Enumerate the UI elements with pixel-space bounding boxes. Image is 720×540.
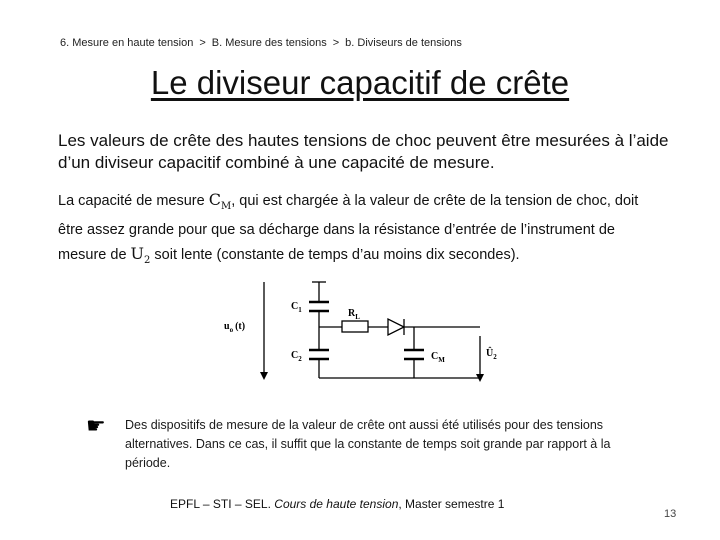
paragraph-part-3: soit lente (constante de temps d’au moins dix secondes).	[150, 247, 520, 264]
u0-label: $u_o$ (t)	[224, 321, 246, 334]
slide-title: Le diviseur capacitif de crête	[150, 64, 570, 101]
note-text: Des dispositifs de mesure de la valeur de crête ont aussi été utilisés pour des tensions alternatives. Dans ce cas, il suffit que la constante de temps soit grande par rapport à la période.	[125, 418, 611, 470]
c1-label: $C_1$	[291, 301, 302, 314]
rl-label: $R_L$	[348, 308, 360, 321]
cm-label: $C_M$	[431, 351, 445, 364]
footer-org: EPFL – STI – SEL.	[170, 497, 271, 511]
output-label: $Û_2$	[486, 348, 497, 361]
page-number: 13	[664, 508, 677, 520]
paragraph-part-1: La capacité de mesure	[58, 193, 209, 209]
breadcrumb-separator: >	[332, 37, 340, 49]
footer-rest: , Master semestre 1	[398, 497, 505, 511]
u2-symbol: $U_2$	[130, 244, 151, 267]
breadcrumb-level-3[interactable]: b. Diviseurs de tensions	[345, 37, 462, 49]
footer-course: Cours de haute tension	[274, 497, 399, 511]
breadcrumb-level-1[interactable]: 6. Mesure en haute tension	[60, 37, 194, 49]
diode-triangle	[388, 319, 404, 335]
breadcrumb-separator: >	[199, 37, 206, 49]
pointing-hand-icon: ☛	[86, 414, 106, 439]
body-paragraph	[58, 188, 658, 273]
footer	[170, 497, 504, 511]
c2-label: $C_2$	[291, 350, 302, 363]
cm-symbol: $C_M$	[208, 190, 232, 213]
resistor-rl	[342, 321, 368, 332]
paragraph-part-2: , qui est chargée à la valeur de crête de la tension de choc, doit être assez grande pour que sa décharge dans la résistance d’entrée de l’instrument de mesure de	[58, 193, 639, 264]
circuit-diagram	[224, 276, 504, 390]
intro-text: Les valeurs de crête des hautes tensions de choc peuvent être mesurées à l’aide d’un diviseur capacitif combiné à une capacité de mesure.	[58, 131, 669, 172]
breadcrumb	[60, 37, 462, 49]
breadcrumb-level-2[interactable]: B. Mesure des tensions	[211, 37, 327, 49]
input-arrow-head	[260, 372, 268, 380]
